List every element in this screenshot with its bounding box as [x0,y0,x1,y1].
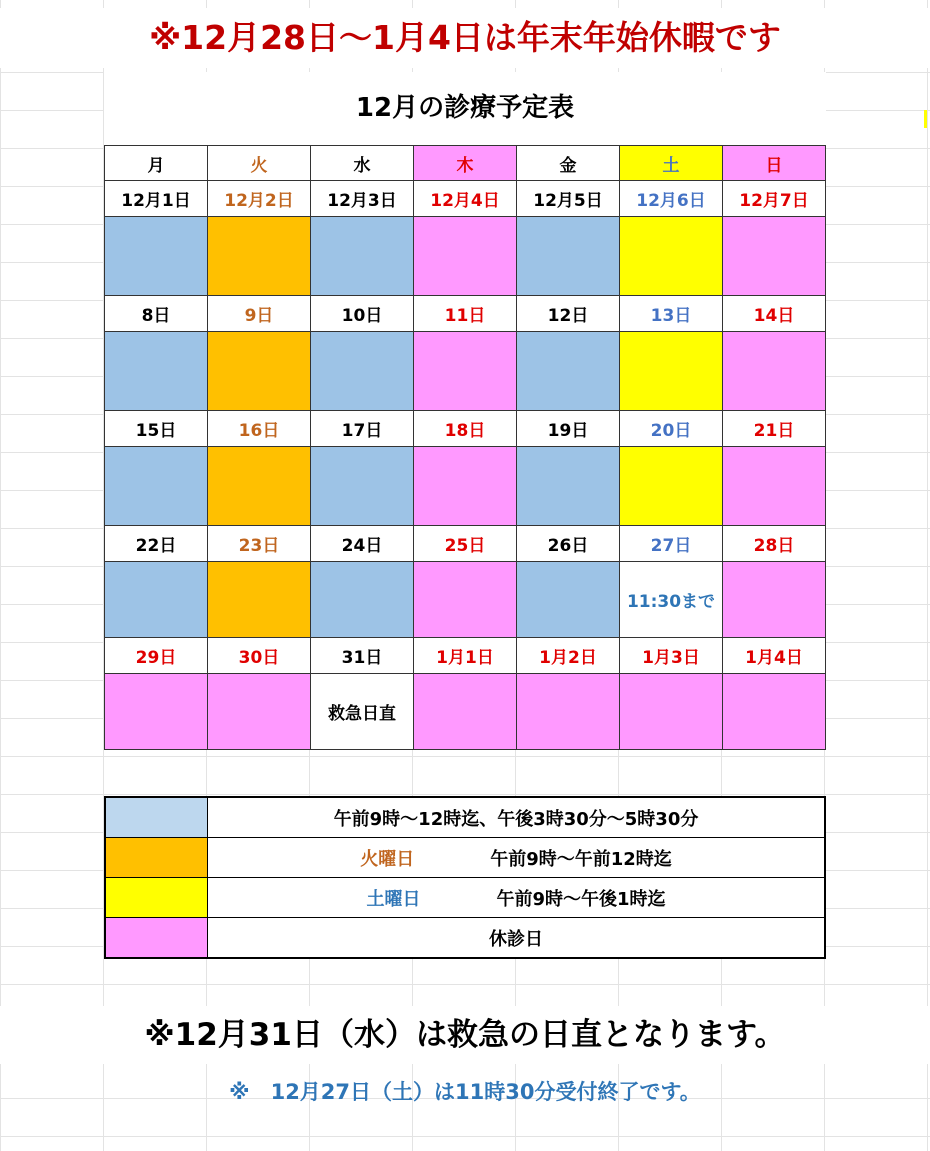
schedule-cell [105,332,208,411]
date-row [105,526,826,562]
schedule-cell [517,562,620,638]
schedule-cell [208,447,311,526]
date-cell: 1月1日 [414,638,517,674]
date-cell: 15日 [105,411,208,447]
schedule-cell [620,332,723,411]
schedule-cell [105,217,208,296]
date-cell: 1月2日 [517,638,620,674]
legend-hours: 休診日 [489,928,543,950]
legend-row-weekday [105,797,825,838]
schedule-cell [414,447,517,526]
schedule-cell [723,217,826,296]
date-cell: 24日 [311,526,414,562]
date-row [105,638,826,674]
schedule-cell [414,674,517,750]
emergency-notice: ※12月31日（水）は救急の日直となります。 [0,1006,930,1064]
legend-row-tuesday [105,838,825,878]
legend-swatch-yellow [105,878,208,918]
schedule-cell [208,332,311,411]
reception-notice: ※ 12月27日（土）は11時30分受付終了です。 [229,1080,701,1104]
date-cell: 16日 [208,411,311,447]
date-cell: 12月6日 [620,181,723,217]
weekday-wed: 水 [311,146,414,181]
schedule-cell [517,447,620,526]
date-cell: 25日 [414,526,517,562]
legend-desc [208,797,826,838]
legend-swatch-blue [105,797,208,838]
date-cell: 12月7日 [723,181,826,217]
legend-swatch-pink [105,918,208,959]
date-cell: 12日 [517,296,620,332]
date-cell: 12月2日 [208,181,311,217]
date-cell: 22日 [105,526,208,562]
date-cell: 27日 [620,526,723,562]
schedule-row [105,674,826,750]
weekday-sat: 土 [620,146,723,181]
weekday-sun: 日 [723,146,826,181]
date-cell: 29日 [105,638,208,674]
weekday-thu: 木 [414,146,517,181]
date-cell: 9日 [208,296,311,332]
emergency-duty-note: 救急日直 [311,674,414,750]
side-marker [924,110,927,128]
legend-hours: 午前9時～午前12時迄 [490,848,672,870]
weekday-tue: 火 [208,146,311,181]
date-cell: 23日 [208,526,311,562]
schedule-cell [723,562,826,638]
schedule-row [105,332,826,411]
weekday-header-row [105,146,826,181]
calendar-title: 12月の診療予定表 [355,93,575,123]
date-cell: 12月3日 [311,181,414,217]
date-cell: 17日 [311,411,414,447]
schedule-cell [105,447,208,526]
schedule-cell [723,447,826,526]
date-cell: 11日 [414,296,517,332]
schedule-cell [723,674,826,750]
legend-desc [208,918,826,959]
schedule-cell [105,562,208,638]
schedule-cell [620,447,723,526]
date-cell: 12月5日 [517,181,620,217]
legend-swatch-orange [105,838,208,878]
schedule-cell [414,217,517,296]
date-cell: 12月4日 [414,181,517,217]
date-cell: 14日 [723,296,826,332]
date-cell: 13日 [620,296,723,332]
date-cell: 20日 [620,411,723,447]
schedule-row [105,562,826,638]
schedule-cell [311,447,414,526]
schedule-cell [517,674,620,750]
date-row [105,181,826,217]
schedule-cell [208,562,311,638]
schedule-cell [105,674,208,750]
date-cell: 19日 [517,411,620,447]
weekday-mon: 月 [105,146,208,181]
schedule-cell [620,674,723,750]
schedule-cell [620,217,723,296]
weekday-fri: 金 [517,146,620,181]
schedule-cell [414,562,517,638]
calendar-table [104,145,826,750]
schedule-row [105,217,826,296]
date-cell: 31日 [311,638,414,674]
date-cell: 21日 [723,411,826,447]
schedule-cell [208,674,311,750]
legend-table [104,796,826,959]
legend-row-closed [105,918,825,959]
schedule-cell [414,332,517,411]
date-row [105,296,826,332]
date-cell: 18日 [414,411,517,447]
schedule-cell [311,562,414,638]
schedule-cell [723,332,826,411]
holiday-notice: ※12月28日～1月4日は年末年始休暇です [0,8,930,68]
schedule-row [105,447,826,526]
date-row [105,411,826,447]
date-cell: 30日 [208,638,311,674]
date-cell: 1月3日 [620,638,723,674]
legend-row-saturday [105,878,825,918]
schedule-cell [311,217,414,296]
legend-label: 火曜日 [360,848,415,870]
date-cell: 26日 [517,526,620,562]
legend-desc [208,878,826,918]
date-cell: 8日 [105,296,208,332]
date-cell: 10日 [311,296,414,332]
schedule-cell [311,332,414,411]
legend-hours: 午前9時～12時迄、午後3時30分～5時30分 [333,808,699,830]
legend-desc [208,838,826,878]
schedule-cell [517,217,620,296]
date-cell: 1月4日 [723,638,826,674]
date-cell: 12月1日 [105,181,208,217]
legend-hours: 午前9時～午後1時迄 [496,888,666,910]
schedule-cell [517,332,620,411]
saturday-short-hours-note: 11:30まで [620,562,723,638]
schedule-cell [208,217,311,296]
date-cell: 28日 [723,526,826,562]
legend-label: 土曜日 [366,888,421,910]
